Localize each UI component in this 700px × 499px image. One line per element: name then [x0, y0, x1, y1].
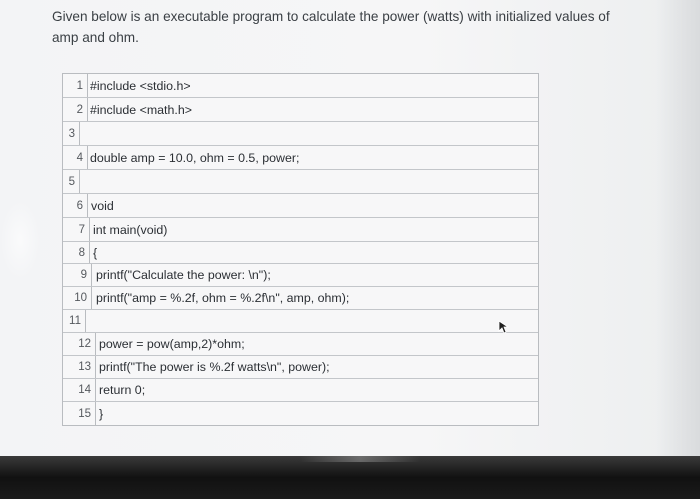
line-number: 9 [80, 269, 87, 281]
bezel-reflection [300, 456, 420, 462]
line-number: 4 [76, 151, 83, 164]
code-row [63, 356, 538, 379]
prompt-line-1: Given below is an executable program to calculate the power (watts) with initialized values of [52, 9, 610, 24]
question-prompt [52, 6, 642, 48]
code-text: int main(void) [93, 222, 168, 237]
code-table [62, 73, 539, 426]
code-row [63, 170, 538, 194]
line-number: 5 [68, 175, 75, 188]
line-number: 12 [78, 338, 91, 350]
code-row [63, 122, 538, 146]
monitor-bezel [0, 456, 700, 499]
code-row [63, 98, 538, 122]
code-text: printf("The power is %.2f watts\n", power); [99, 360, 330, 374]
code-text: { [93, 245, 98, 260]
line-number: 2 [76, 103, 83, 116]
code-row [63, 74, 538, 98]
screen-edge-shadow [656, 0, 700, 460]
code-text: } [99, 406, 104, 421]
screen-glare [0, 200, 40, 280]
code-text: double amp = 10.0, ohm = 0.5, power; [90, 150, 300, 165]
line-divider [79, 122, 80, 145]
code-text: printf("Calculate the power: \n"); [96, 268, 271, 282]
code-row [63, 379, 538, 402]
code-text: return 0; [99, 383, 146, 397]
code-row [63, 218, 538, 242]
line-number: 14 [78, 384, 91, 396]
line-number: 10 [74, 292, 87, 304]
code-row [63, 242, 538, 264]
line-number: 7 [78, 223, 85, 236]
prompt-line-2: amp and ohm. [52, 30, 139, 45]
line-number: 3 [68, 127, 75, 140]
line-number: 13 [78, 361, 91, 373]
line-number: 6 [76, 199, 83, 212]
code-text: printf("amp = %.2f, ohm = %.2f\n", amp, ohm); [96, 291, 350, 305]
code-text: power = pow(amp,2)*ohm; [99, 337, 245, 351]
line-divider [85, 310, 86, 332]
line-number: 11 [69, 315, 81, 327]
line-number: 15 [78, 407, 91, 420]
code-row [63, 146, 538, 170]
code-row [63, 310, 538, 333]
code-row [63, 194, 538, 218]
code-text: #include <stdio.h> [90, 78, 191, 93]
line-number: 8 [78, 246, 85, 259]
code-row [63, 402, 538, 425]
line-number: 1 [76, 79, 83, 92]
code-text: #include <math.h> [90, 102, 192, 117]
code-text: void [91, 198, 114, 213]
code-row [63, 333, 538, 356]
code-row [63, 264, 538, 287]
code-row [63, 287, 538, 310]
line-divider [79, 170, 80, 193]
